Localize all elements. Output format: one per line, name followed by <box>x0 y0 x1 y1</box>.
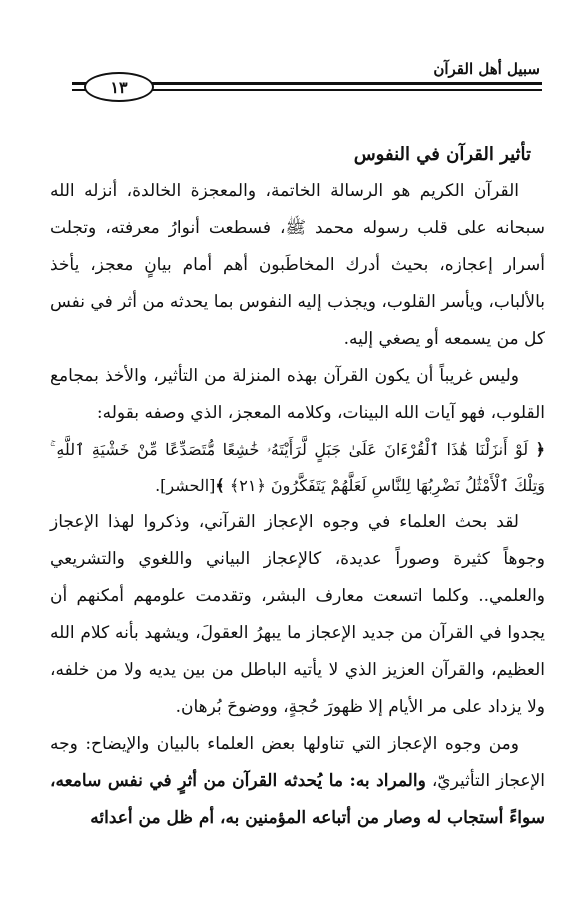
verse-source: [الحشر]. <box>155 476 216 495</box>
verse-close-bracket: ﴾ <box>215 476 225 495</box>
page-body <box>50 136 545 837</box>
page-number: ١٣ <box>110 77 128 97</box>
paragraph-4-text: ومن وجوه الإعجاز التي تناولها بعض العلماء بالبيان والإيضاح: وجه الإعجاز التأثيريّ، <box>50 734 545 791</box>
paragraph-2: وليس غريباً أن يكون القرآن بهذه المنزلة من التأثير، والأخذ بمجامع القلوب، فهو آيات الله البينات، وكلامه المعجز، الذي وصفه بقوله: <box>50 366 545 423</box>
paragraph-3: لقد بحث العلماء في وجوه الإعجاز القرآني، وذكروا لهذا الإعجاز وجوهاً كثيرة وصوراً عديدة، كالإعجاز البياني واللغوي والتشريعي والعلمي.. وكلما اتسعت معارف البشر، وتقدمت علومهم أمكنهم أن يجدوا في القرآن من جديد الإعجاز ما يبهرُ العقولَ، ويشهد بأنه كلام الله العظيم، والقرآن العزيز الذي لا يأتيه الباطل من بين يديه ولا من خلفه، ولا يزداد على مر الأيام إلا ظهورَ حُجةٍ، ووضوحَ بُرهان. <box>50 512 545 717</box>
book-title: سبيل أهل القرآن <box>433 60 540 78</box>
verse-open-bracket: ﴿ <box>535 440 545 459</box>
paragraph-4-bold-text: والمراد به: ما يُحدثه القرآن من أثرٍ في نفس سامعه، سواءً أستجاب له وصار من أتباعه المؤمنين به، أم ظل من أعدائه <box>50 771 545 828</box>
page-number-badge <box>84 72 154 102</box>
paragraph-1: القرآن الكريم هو الرسالة الخاتمة، والمعجزة الخالدة، أنزله الله سبحانه على قلب رسوله محمد ﷺ، فسطعت أنوارُ معرفته، وتجلت أسرار إعجازه، بحيث أدرك المخاطَبون أهم أمام بيانٍ معجز، يأخذ بالألباب، ويأسر القلوب، ويجذب إليه النفوس بما يحدثه من أثر في نفس كل من يسمعه أو يصغي إليه. <box>50 181 545 349</box>
paragraph-4 <box>50 726 545 837</box>
quran-verse <box>50 432 545 504</box>
section-heading: تأثير القرآن في النفوس <box>353 144 531 165</box>
page-header <box>72 62 542 98</box>
verse-text: لَوْ أَنزَلْنَا هَٰذَا ٱلْقُرْءَانَ عَلَىٰ جَبَلٍ لَّرَأَيْتَهُۥ خَٰشِعًا مُّتَصَدِّعًا مِّنْ خَشْيَةِ ٱللَّهِ ۚ وَتِلْكَ ٱلْأَمْثَٰلُ نَضْرِبُهَا لِلنَّاسِ لَعَلَّهُمْ يَتَفَكَّرُونَ ﴿٢١﴾ <box>50 440 545 495</box>
